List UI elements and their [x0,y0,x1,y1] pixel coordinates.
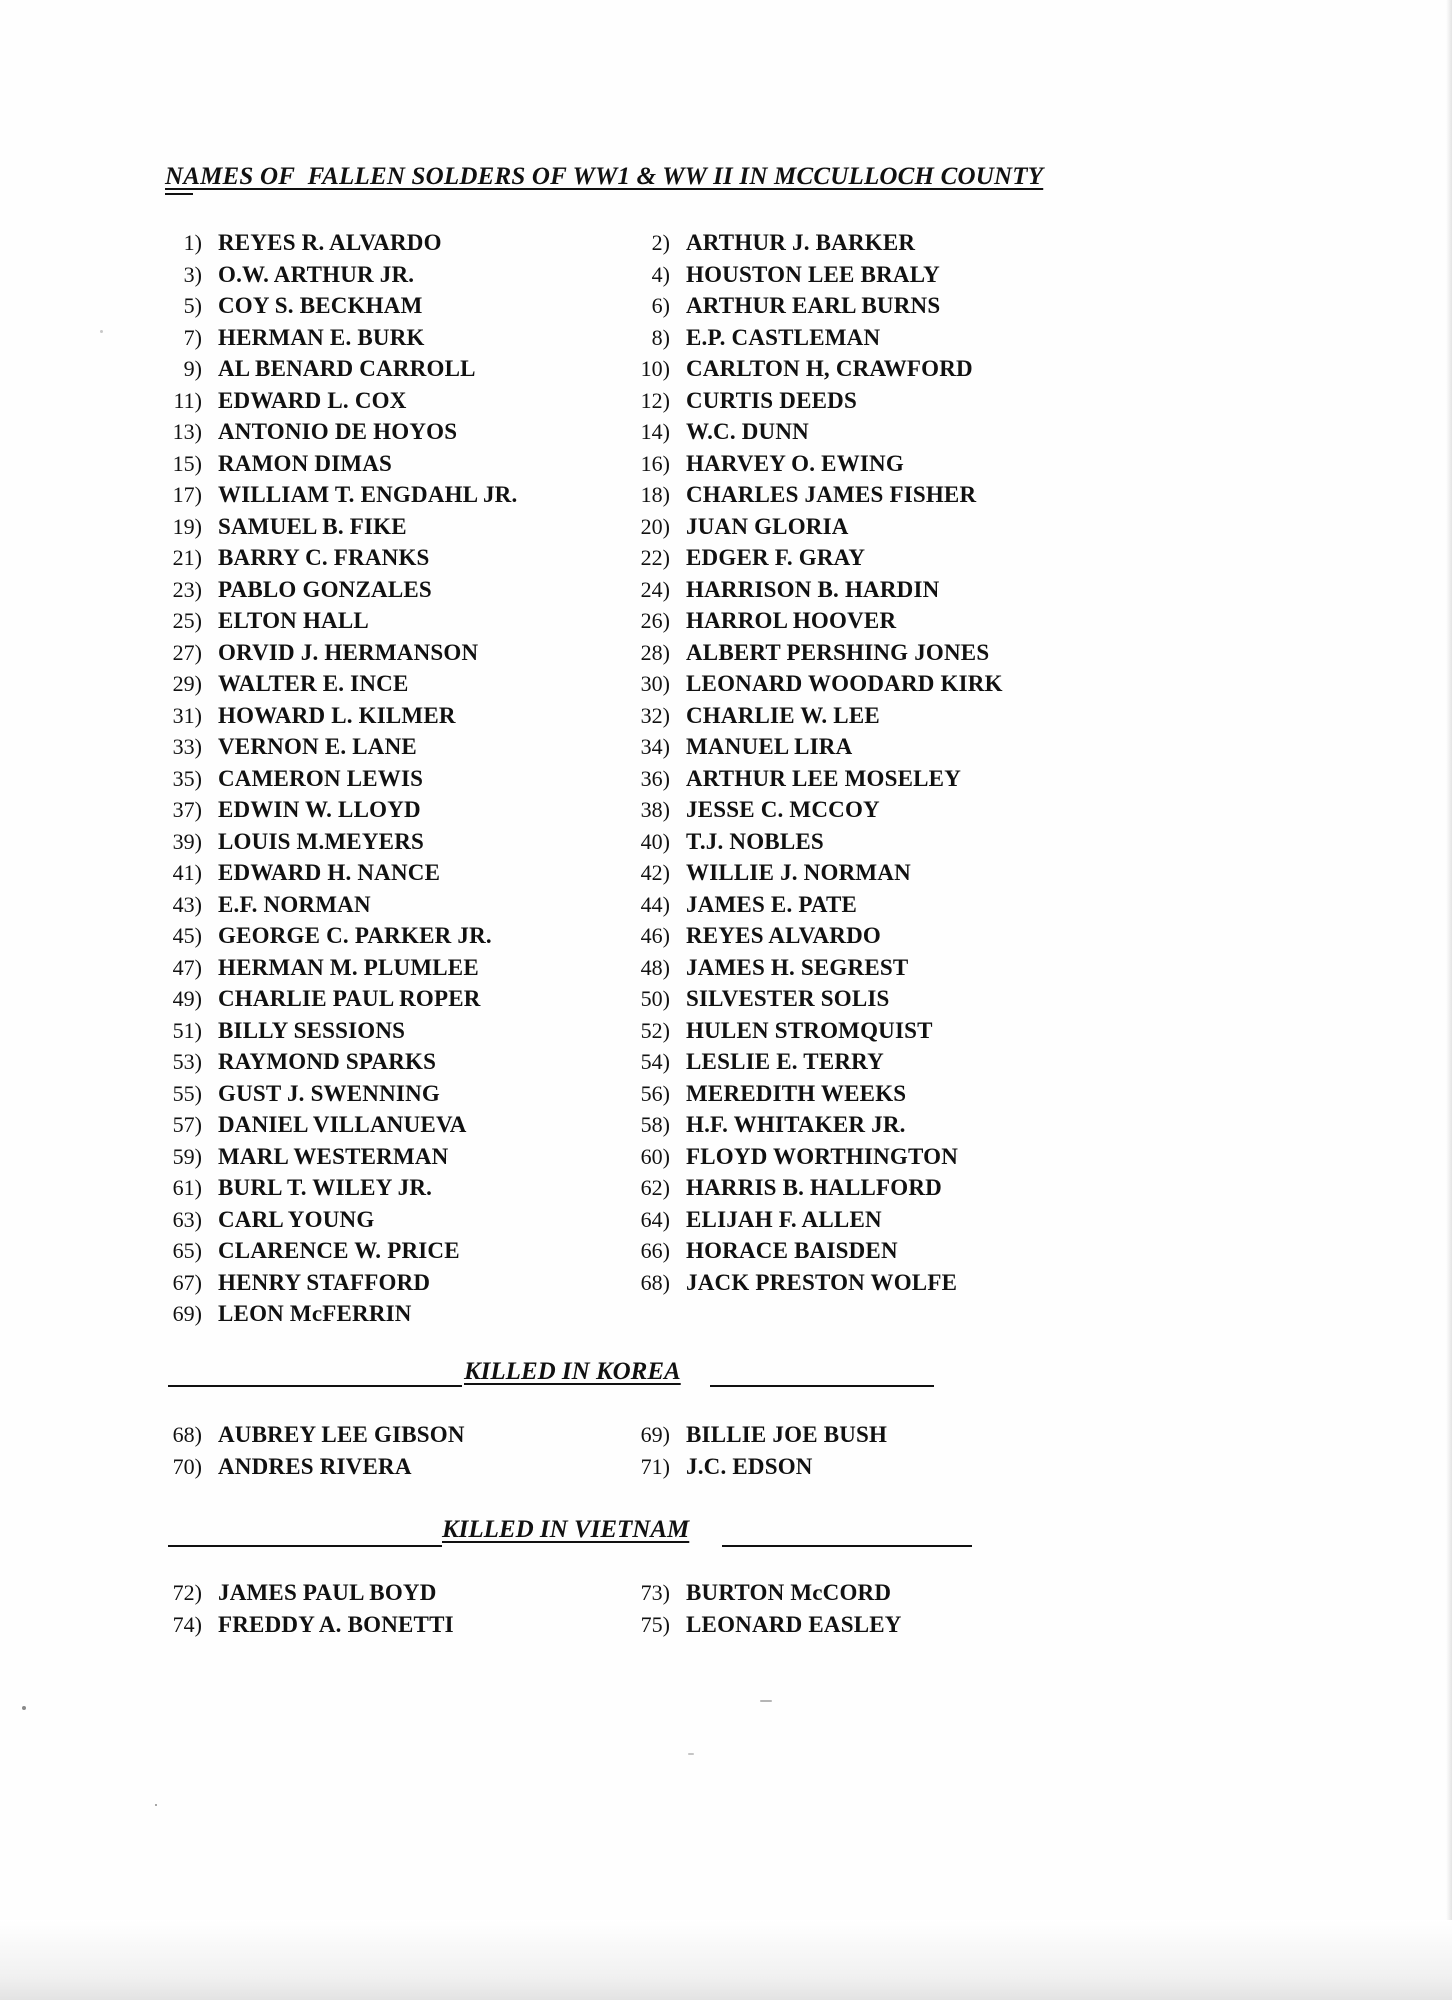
list-item [140,1452,412,1482]
entry-number: 12) [640,387,670,413]
soldier-name: JAMES E. PATE [686,891,858,917]
list-item [608,1079,906,1109]
soldier-name: REYES ALVARDO [686,923,881,948]
korea-heading: KILLED IN KOREA [464,1358,681,1385]
list-item [140,1578,437,1608]
list-item [140,1610,454,1640]
page-title: NAMES OF FALLEN SOLDERS OF WW1 & WW II IN MCCULLOCH COUNTY [165,163,1044,190]
soldier-name: MANUEL LIRA [686,734,853,759]
entry-number: 2) [651,230,670,255]
entry-number: 37) [172,797,202,822]
soldier-name: LEONARD EASLEY [686,1611,902,1637]
list-item [608,1142,958,1172]
list-item [608,921,881,951]
soldier-name: HARRIS B. HALLFORD [686,1175,942,1200]
list-item [140,732,417,762]
soldier-name: MARL WESTERMAN [218,1143,449,1169]
list-item [140,480,517,510]
entry-number: 4) [651,261,670,287]
list-item [140,323,425,353]
entry-number: 46) [640,923,670,948]
scan-speck [100,330,103,333]
soldier-name: BURL T. WILEY JR. [218,1175,433,1200]
list-item [140,984,481,1014]
list-item [140,606,369,636]
soldier-name: HERMAN M. PLUMLEE [218,954,479,980]
entry-number: 32) [640,702,670,728]
entry-number: 3) [183,261,202,287]
soldier-name: EDGER F. GRAY [686,545,866,570]
entry-number: 24) [640,576,670,602]
entry-number: 68) [640,1269,670,1295]
soldier-name: GEORGE C. PARKER JR. [218,923,492,948]
entry-number: 73) [640,1580,670,1605]
list-item [140,575,432,605]
soldier-name: HARROL HOOVER [686,608,897,633]
soldier-name: CURTIS DEEDS [686,387,857,413]
entry-number: 75) [640,1611,670,1637]
entry-number: 56) [640,1080,670,1106]
list-item [140,260,414,290]
entry-number: 72) [172,1580,202,1605]
soldier-name: ELIJAH F. ALLEN [686,1206,882,1232]
soldier-name: HENRY STAFFORD [218,1269,431,1295]
soldier-name: ALBERT PERSHING JONES [686,639,990,665]
list-item [608,1268,957,1298]
list-item [140,354,476,384]
entry-number: 20) [640,513,670,539]
soldier-name: HORACE BAISDEN [686,1238,898,1263]
soldier-name: AL BENARD CARROLL [218,356,476,381]
list-item [140,701,456,731]
entry-number: 70) [172,1453,202,1479]
entry-number: 6) [651,293,670,318]
list-item [608,354,973,384]
entry-number: 22) [640,545,670,570]
scan-shadow-bottom [0,1920,1452,2000]
list-item [608,1610,902,1640]
entry-number: 63) [172,1206,202,1232]
list-item [608,1173,942,1203]
scan-speck [22,1706,26,1710]
list-item [608,260,940,290]
entry-number: 61) [172,1175,202,1200]
entry-number: 39) [172,828,202,854]
entry-number: 11) [173,387,202,413]
soldier-name: CHARLES JAMES FISHER [686,482,977,507]
soldier-name: VERNON E. LANE [218,734,417,759]
entry-number: 7) [183,324,202,350]
soldier-name: LEON McFERRIN [218,1301,412,1326]
list-item [140,858,440,888]
list-item [140,512,407,542]
vietnam-heading: KILLED IN VIETNAM [442,1516,690,1543]
vietnam-heading-rule-right [722,1545,972,1547]
entry-number: 14) [640,419,670,444]
list-item [608,1016,933,1046]
soldier-name: LEONARD WOODARD KIRK [686,671,1003,696]
entry-number: 40) [640,828,670,854]
list-item [608,764,961,794]
list-item [140,1110,467,1140]
list-item [140,1142,449,1172]
entry-number: 57) [172,1112,202,1137]
soldier-name: ELTON HALL [218,608,369,633]
soldier-name: CARL YOUNG [218,1206,375,1232]
entry-number: 71) [640,1453,670,1479]
list-item [140,795,421,825]
entry-number: 48) [640,954,670,980]
entry-number: 62) [640,1175,670,1200]
soldier-name: ORVID J. HERMANSON [218,639,479,665]
soldier-name: O.W. ARTHUR JR. [218,261,415,287]
soldier-name: REYES R. ALVARDO [218,230,442,255]
soldier-name: EDWARD H. NANCE [218,860,441,885]
soldier-name: ARTHUR EARL BURNS [686,293,941,318]
soldier-name: HARVEY O. EWING [686,450,904,476]
soldier-name: ARTHUR LEE MOSELEY [686,765,962,791]
list-item [140,1268,430,1298]
soldier-name: JESSE C. MCCOY [686,797,880,822]
soldier-name: EDWARD L. COX [218,387,407,413]
list-item [140,638,478,668]
soldier-name: LOUIS M.MEYERS [218,828,424,854]
soldier-name: EDWIN W. LLOYD [218,797,421,822]
list-item [140,1205,374,1235]
entry-number: 28) [640,639,670,665]
soldier-name: COY S. BECKHAM [218,293,423,318]
entry-number: 8) [651,324,670,350]
entry-number: 23) [172,576,202,602]
list-item [140,921,492,951]
list-item [608,858,911,888]
entry-number: 51) [172,1017,202,1043]
soldier-name: CAMERON LEWIS [218,765,424,791]
entry-number: 42) [640,860,670,885]
entry-number: 10) [640,356,670,381]
entry-number: 49) [172,986,202,1011]
soldier-name: T.J. NOBLES [686,828,824,854]
soldier-name: AUBREY LEE GIBSON [218,1422,465,1447]
list-item [608,953,908,983]
list-item [140,1173,432,1203]
soldier-name: ARTHUR J. BARKER [686,230,916,255]
soldier-name: FLOYD WORTHINGTON [686,1143,959,1169]
list-item [608,669,1003,699]
entry-number: 21) [172,545,202,570]
entry-number: 59) [172,1143,202,1169]
soldier-name: W.C. DUNN [686,419,809,444]
entry-number: 45) [172,923,202,948]
soldier-name: JAMES H. SEGREST [686,954,909,980]
list-item [608,575,939,605]
list-item [608,638,989,668]
soldier-name: JAMES PAUL BOYD [218,1580,437,1605]
entry-number: 18) [640,482,670,507]
list-item [608,480,976,510]
entry-number: 30) [640,671,670,696]
soldier-name: BURTON McCORD [686,1580,892,1605]
soldier-name: LESLIE E. TERRY [686,1049,884,1074]
soldier-name: FREDDY A. BONETTI [218,1611,454,1637]
list-item [140,890,371,920]
entry-number: 27) [172,639,202,665]
entry-number: 66) [640,1238,670,1263]
korea-heading-rule-left [168,1385,462,1387]
entry-number: 68) [172,1422,202,1447]
entry-number: 54) [640,1049,670,1074]
soldier-name: J.C. EDSON [686,1453,813,1479]
list-item [608,417,809,447]
list-item [140,449,392,479]
soldier-name: MEREDITH WEEKS [686,1080,907,1106]
soldier-name: CHARLIE PAUL ROPER [218,986,481,1011]
entry-number: 15) [172,450,202,476]
list-item [608,543,865,573]
entry-number: 69) [172,1301,202,1326]
soldier-name: WALTER E. INCE [218,671,409,696]
scan-speck [760,1700,772,1702]
soldier-name: ANDRES RIVERA [218,1453,412,1479]
list-item [608,291,940,321]
entry-number: 17) [172,482,202,507]
soldier-name: HARRISON B. HARDIN [686,576,940,602]
soldier-name: HULEN STROMQUIST [686,1017,933,1043]
list-item [608,449,904,479]
soldier-name: HERMAN E. BURK [218,324,425,350]
entry-number: 55) [172,1080,202,1106]
entry-number: 65) [172,1238,202,1263]
soldier-name: CLARENCE W. PRICE [218,1238,460,1263]
list-item [140,827,424,857]
entry-number: 13) [172,419,202,444]
soldier-name: PABLO GONZALES [218,576,432,602]
list-item [140,1420,465,1450]
korea-heading-rule-right [710,1385,934,1387]
list-item [140,953,479,983]
entry-number: 33) [172,734,202,759]
soldier-name: SAMUEL B. FIKE [218,513,407,539]
list-item [140,417,457,447]
soldier-name: HOUSTON LEE BRALY [686,261,940,287]
list-item [140,386,407,416]
list-item [140,543,430,573]
soldier-name: BILLY SESSIONS [218,1017,406,1043]
list-item [608,732,852,762]
soldier-name: SILVESTER SOLIS [686,986,890,1011]
list-item [608,1205,882,1235]
entry-number: 67) [172,1269,202,1295]
list-item [140,291,423,321]
list-item [140,764,423,794]
list-item [140,1047,436,1077]
entry-number: 50) [640,986,670,1011]
soldier-name: HOWARD L. KILMER [218,702,456,728]
entry-number: 64) [640,1206,670,1232]
list-item [608,1236,898,1266]
soldier-name: H.F. WHITAKER JR. [686,1112,906,1137]
vietnam-heading-rule-left [168,1545,442,1547]
list-item [140,1079,440,1109]
soldier-name: WILLIAM T. ENGDAHL JR. [218,482,518,507]
list-item [608,512,849,542]
entry-number: 26) [640,608,670,633]
entry-number: 47) [172,954,202,980]
entry-number: 16) [640,450,670,476]
entry-number: 31) [172,702,202,728]
entry-number: 35) [172,765,202,791]
entry-number: 34) [640,734,670,759]
list-item [608,1452,813,1482]
soldier-name: DANIEL VILLANUEVA [218,1112,467,1137]
soldier-name: CARLTON H, CRAWFORD [686,356,973,381]
soldier-name: JACK PRESTON WOLFE [686,1269,958,1295]
list-item [608,701,880,731]
list-item [140,1236,460,1266]
list-item [608,827,824,857]
entry-number: 1) [183,230,202,255]
entry-number: 52) [640,1017,670,1043]
list-item [140,669,408,699]
entry-number: 38) [640,797,670,822]
soldier-name: WILLIE J. NORMAN [686,860,911,885]
soldier-name: RAYMOND SPARKS [218,1049,437,1074]
scan-speck [688,1753,694,1755]
soldier-name: BILLIE JOE BUSH [686,1422,888,1447]
list-item [608,795,880,825]
entry-number: 41) [172,860,202,885]
soldier-name: E.F. NORMAN [218,891,371,917]
entry-number: 19) [172,513,202,539]
scan-shadow-right [1446,0,1452,2000]
list-item [608,984,890,1014]
soldier-name: RAMON DIMAS [218,450,393,476]
entry-number: 43) [172,891,202,917]
list-item [608,1110,906,1140]
entry-number: 5) [183,293,202,318]
list-item [140,1016,405,1046]
list-item [608,1578,891,1608]
soldier-name: ANTONIO DE HOYOS [218,419,458,444]
entry-number: 29) [172,671,202,696]
entry-number: 58) [640,1112,670,1137]
list-item [608,606,896,636]
entry-number: 74) [172,1611,202,1637]
list-item [608,323,880,353]
list-item [608,1047,884,1077]
entry-number: 44) [640,891,670,917]
soldier-name: JUAN GLORIA [686,513,849,539]
list-item [608,386,857,416]
entry-number: 25) [172,608,202,633]
soldier-name: GUST J. SWENNING [218,1080,440,1106]
scan-speck [155,1804,157,1806]
entry-number: 69) [640,1422,670,1447]
list-item [140,228,442,258]
entry-number: 60) [640,1143,670,1169]
list-item [608,228,915,258]
entry-number: 53) [172,1049,202,1074]
soldier-name: E.P. CASTLEMAN [686,324,881,350]
list-item [140,1299,412,1329]
list-item [608,890,857,920]
entry-number: 9) [183,356,202,381]
list-item [608,1420,887,1450]
soldier-name: BARRY C. FRANKS [218,545,430,570]
entry-number: 36) [640,765,670,791]
soldier-name: CHARLIE W. LEE [686,702,880,728]
